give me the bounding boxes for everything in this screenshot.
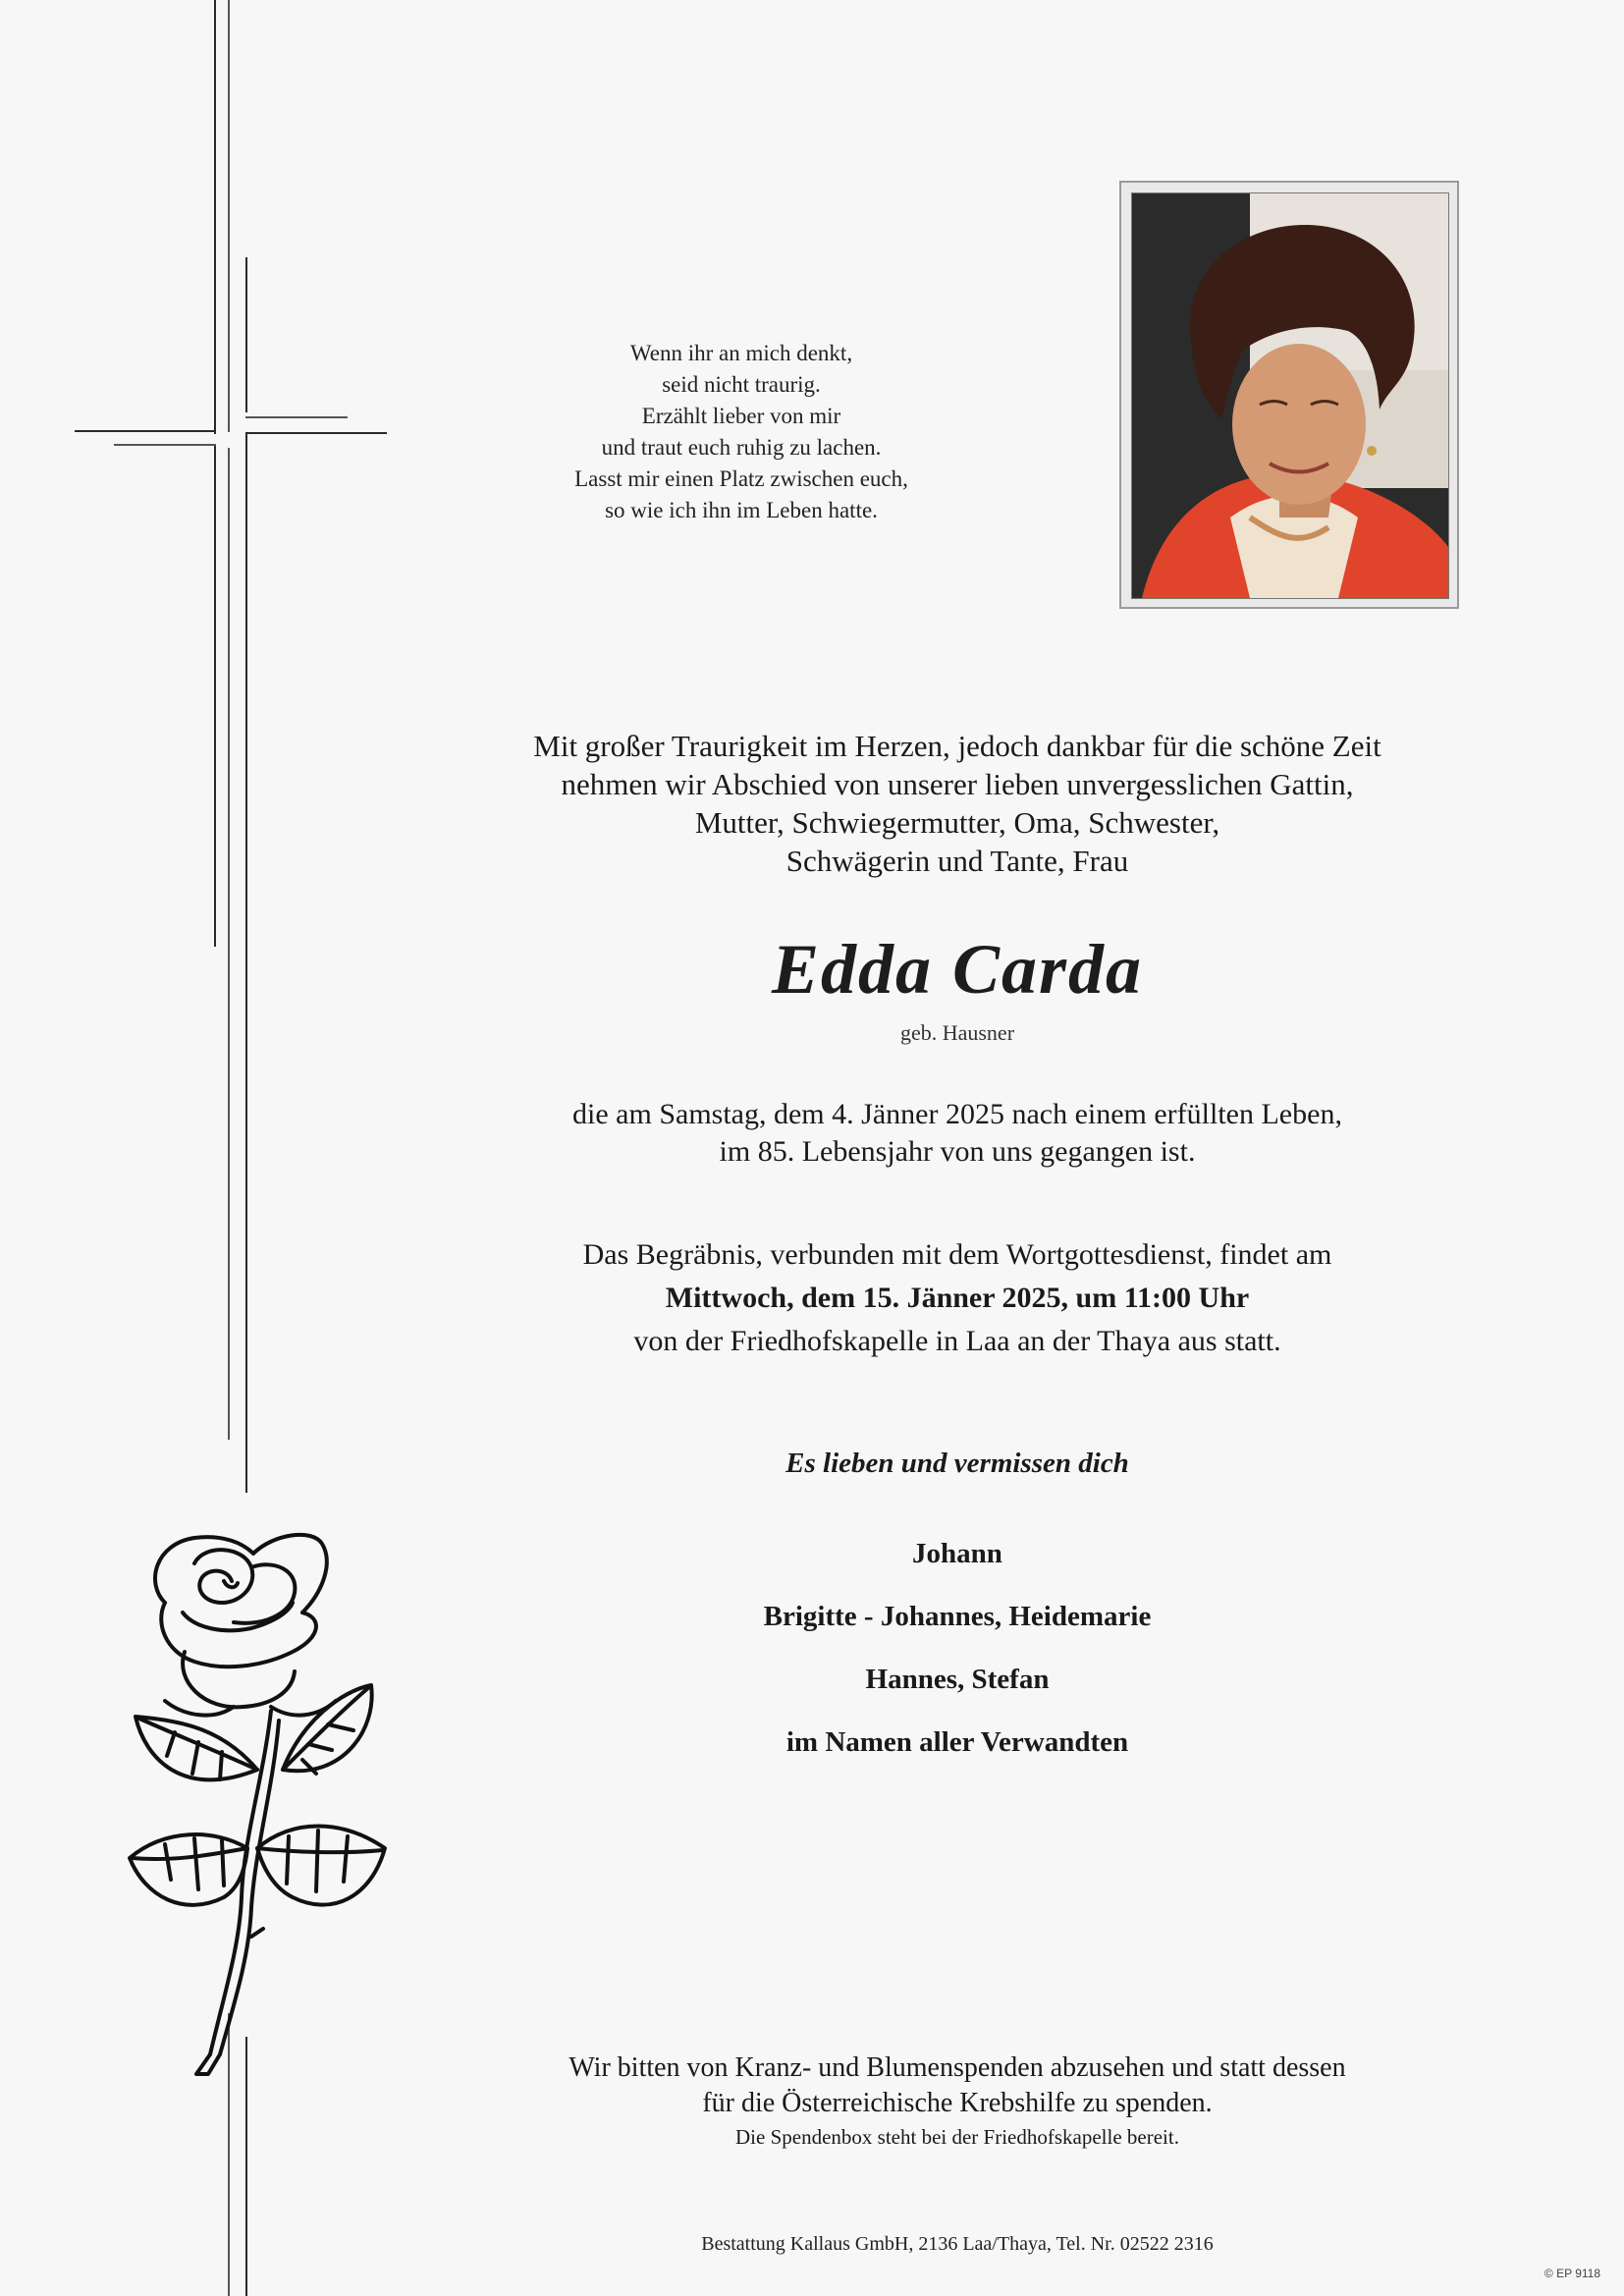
mourner-line: Johann [912,1538,1002,1569]
form-code: © EP 9118 [1543,2267,1600,2280]
mourner-line: im Namen aller Verwandten [785,1726,1129,1758]
donation-notice [393,2050,1522,2153]
funeral-info [393,1233,1522,1363]
intro-line: Schwägerin und Tante, Frau [785,844,1129,878]
intro-text [393,727,1522,880]
mourner-line: Brigitte - Johannes, Heidemarie [763,1601,1152,1632]
poem-line: und traut euch ruhig zu lachen. [601,435,882,460]
funeral-date: Mittwoch, dem 15. Jänner 2025, um 11:00 Uhr [665,1282,1250,1314]
funeral-line: von der Friedhofskapelle in Laa an der Thaya aus statt. [633,1325,1281,1357]
intro-line: nehmen wir Abschied von unserer lieben unvergesslichen Gattin, [561,767,1354,801]
mourners-heading: Es lieben und vermissen dich [785,1448,1129,1479]
poem [461,338,1021,526]
poem-line: Wenn ihr an mich denkt, [629,341,853,365]
poem-line: so wie ich ihn im Leben hatte. [605,498,878,522]
mourner-line: Hannes, Stefan [865,1664,1050,1695]
donation-line: Wir bitten von Kranz- und Blumenspenden abzusehen und statt dessen [568,2052,1346,2083]
mourners-list [393,1522,1522,1774]
donation-note: Die Spendenbox steht bei der Friedhofskapelle bereit. [735,2125,1179,2149]
rose-icon [126,1524,391,2094]
intro-line: Mit großer Traurigkeit im Herzen, jedoch dankbar für die schöne Zeit [533,729,1381,763]
maiden-name: geb. Hausner [899,1020,1015,1045]
portrait-frame [1119,181,1459,609]
poem-line: seid nicht traurig. [662,372,821,397]
poem-line: Lasst mir einen Platz zwischen euch, [574,466,908,491]
funeral-home-footer: Bestattung Kallaus GmbH, 2136 Laa/Thaya, Tel. Nr. 02522 2316 [701,2233,1214,2255]
deceased-name: Edda Carda [771,930,1144,1009]
death-line: im 85. Lebensjahr von uns gegangen ist. [719,1135,1196,1168]
poem-line: Erzählt lieber von mir [641,404,841,428]
donation-line: für die Österreichische Krebshilfe zu spenden. [702,2088,1213,2118]
death-notice [393,1096,1522,1171]
intro-line: Mutter, Schwiegermutter, Oma, Schwester, [694,805,1220,840]
death-line: die am Samstag, dem 4. Jänner 2025 nach einem erfüllten Leben, [572,1098,1342,1130]
portrait-photo [1131,192,1449,599]
funeral-line: Das Begräbnis, verbunden mit dem Wortgottesdienst, findet am [582,1238,1332,1271]
